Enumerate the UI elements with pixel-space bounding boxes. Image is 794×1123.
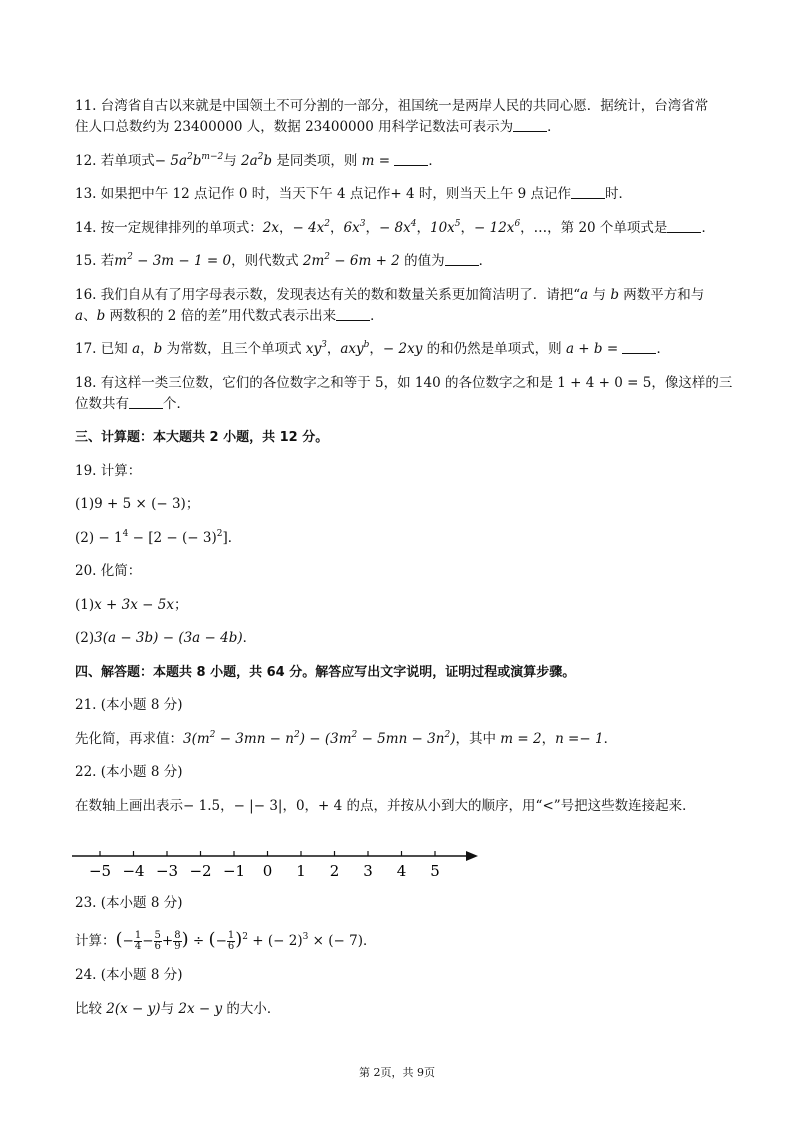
question-13: 13. 如果把中午 12 点记作 0 时，当天下午 4 点记作+ 4 时，则当天上午 9 点记作 时． — [75, 186, 633, 202]
question-20: 20. 化简： — [75, 563, 142, 579]
answer-blank[interactable] — [445, 253, 479, 266]
page-content — [75, 98, 733, 831]
question-23: 23. (本小题 8 分) — [75, 895, 183, 911]
page-footer: 第 2页，共 9页 — [359, 1066, 435, 1079]
number-line-tick-label: −2 — [189, 862, 212, 880]
number-line-tick-label: 4 — [396, 862, 407, 880]
question-20-part-1: (1)x + 3x − 5x； — [75, 596, 188, 613]
question-15: 15. 若$m^2 - 3m - 1 = 0$，则代数式 $2m^2 - 6m + 2$ 的值为 ． — [75, 252, 493, 269]
number-line-tick-label: 5 — [430, 862, 440, 880]
number-line-tick-label: −5 — [88, 862, 112, 880]
question-21-text: 先化简，再求值：$3(m^2 - 3mn - n^2) - (3m^2 - 5mn - 3n^2)$，其中 m = 2，n =− 1． — [75, 729, 618, 747]
question-16-line-2: a、b 两数积的 2 倍的差”用代数式表示出来 ． — [75, 307, 384, 324]
question-19: 19. 计算： — [75, 462, 142, 479]
question-11-line-2: 住人口总数约为 23400000 人，数据 23400000 用科学记数法可表示为 ． — [75, 119, 561, 135]
section-3-heading: 三、计算题：本大题共 2 小题，共 12 分。 — [75, 430, 329, 445]
number-line-tick-label: −4 — [122, 862, 145, 880]
question-23-text: 计算：(− $\frac{1}{4}$ − $\frac{5}{6}$ + $\frac{8}{9}$ ) ÷ (− $\frac{1}{6}$ )$^2$ + (− 2)$^3$ × (− 7)． — [75, 928, 377, 952]
number-line-tick-label: 1 — [296, 862, 306, 880]
answer-blank[interactable] — [622, 341, 656, 354]
question-16-line-1: 16. 我们自从有了用字母表示数，发现表达有关的数和数量关系更加简洁明了．请把“a 与 b 两数平方和与 — [75, 286, 705, 303]
question-12: 12. 若单项式− $5a^2b^{m-2}$与 $2a^2b$ 是同类项，则 m = ． — [75, 151, 442, 169]
question-21: 21. (本小题 8 分) — [75, 697, 183, 713]
answer-blank[interactable] — [394, 153, 428, 166]
section-4-heading: 四、解答题：本题共 8 小题，共 64 分。解答应写出文字说明，证明过程或演算步骤。 — [75, 664, 576, 680]
question-24-text: 比较 2(x − y)与 2x − y 的大小． — [75, 1000, 281, 1017]
answer-blank[interactable] — [571, 186, 605, 199]
number-line-arrow — [466, 851, 478, 861]
question-18-line-1: 18. 有这样一类三位数，它们的各位数字之和等于 5，如 140 的各位数字之和是 1 + 4 + 0 = 5，像这样的三 — [75, 374, 733, 391]
number-line-tick-label: −3 — [155, 862, 179, 880]
page-content-lower — [75, 895, 725, 1034]
number-line-tick-label: 3 — [363, 862, 373, 880]
question-14: 14. 按一定规律排列的单项式：2x，− $4x^2$，$6x^3$，− $8x^4$，$10x^5$，− $12x^6$，…，第 20 个单项式是 ． — [75, 218, 715, 236]
question-18-line-2: 位数共有 个． — [75, 395, 190, 412]
question-19-part-1: (1)9 + 5 × (− 3)； — [75, 496, 200, 512]
question-22-text: 在数轴上画出表示− 1.5，− |− 3|，0，+ 4 的点，并按从小到大的顺序，用“<”号把这些数连接起来． — [75, 797, 696, 814]
answer-blank[interactable] — [336, 308, 370, 321]
question-22: 22. (本小题 8 分) — [75, 764, 183, 780]
question-19-part-2: $(2) - 1^4 - [2$ − (− 3)$^2$]． — [75, 528, 242, 546]
answer-blank[interactable] — [667, 220, 701, 233]
question-24: 24. (本小题 8 分) — [75, 967, 183, 983]
number-line[interactable] — [70, 838, 490, 888]
answer-blank[interactable] — [129, 396, 163, 409]
question-17: 17. 已知 a，b 为常数，且三个单项式 $xy^3$，axy$^b$，− 2xy 的和仍然是单项式，则 a + b = ． — [75, 340, 670, 357]
question-20-part-2: (2)3(a − 3b) − (3a − 4b)． — [75, 630, 257, 646]
number-line-tick-label: 2 — [329, 862, 340, 880]
answer-blank[interactable] — [513, 119, 547, 132]
question-11-line-1: 11. 台湾省自古以来就是中国领土不可分割的一部分，祖国统一是两岸人民的共同心愿．据统计，台湾省常 — [75, 98, 709, 114]
number-line-tick-label: −1 — [222, 862, 246, 880]
number-line-tick-label: 0 — [262, 862, 273, 880]
